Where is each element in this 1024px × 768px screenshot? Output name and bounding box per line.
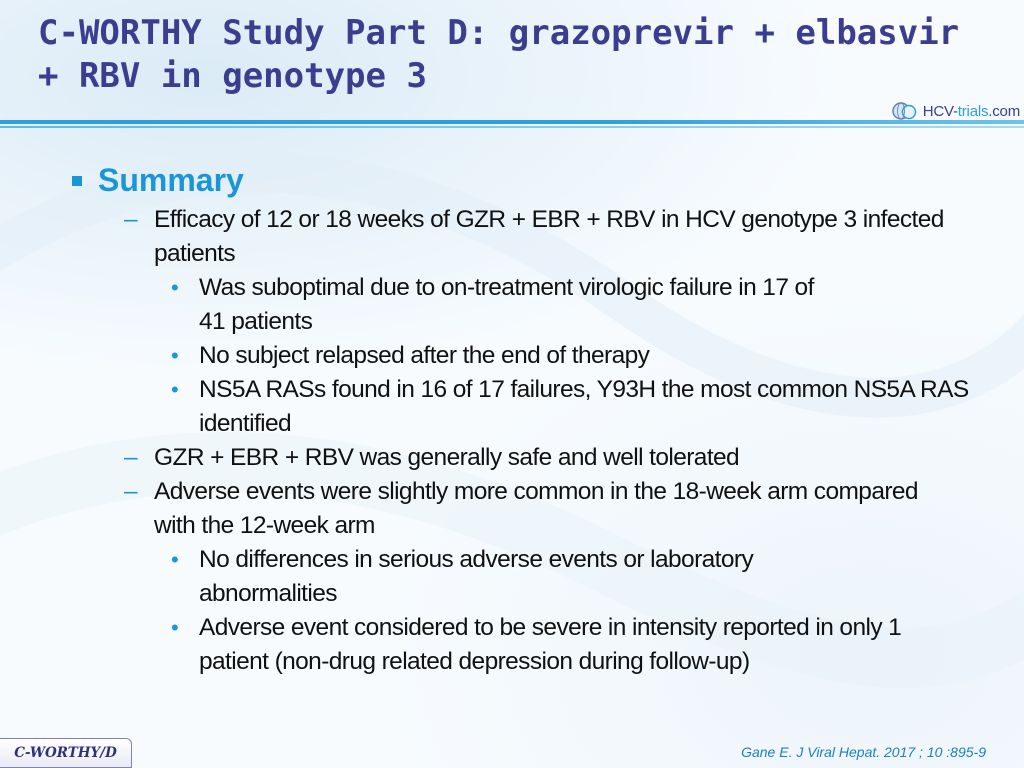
logo-text-accent: trials — [957, 102, 989, 120]
header-divider-thin — [0, 126, 1024, 128]
slide-title-line-2: + RBV in genotype 3 — [38, 56, 427, 96]
summary-item-text: Efficacy of 12 or 18 weeks of GZR + EBR + RBV in HCV genotype 3 infected patients — [154, 206, 944, 267]
dash-bullet-icon: – — [124, 478, 138, 505]
logo-text — [923, 103, 1020, 120]
header-divider — [0, 120, 1024, 124]
dot-bullet-icon: • — [171, 377, 179, 402]
slide-content — [72, 160, 1002, 679]
dot-bullet-icon: • — [171, 343, 179, 368]
summary-item-safety — [72, 441, 1002, 475]
summary-subitem-text: NS5A RASs found in 16 of 17 failures, Y93H the most common NS5A RAS identified — [199, 376, 969, 437]
hcv-trials-logo — [891, 100, 1020, 122]
summary-subitem — [72, 543, 1002, 611]
summary-item-adverse-events — [72, 475, 1002, 543]
summary-subitem — [72, 339, 1002, 373]
summary-subitem-text: No differences in serious adverse events or laboratory abnormalities — [199, 546, 754, 607]
footer-tab-label: C-WORTHY/D — [14, 745, 117, 761]
slide-title-line-1: C-WORTHY Study Part D: grazoprevir + elbasvir — [38, 13, 960, 53]
dot-bullet-icon: • — [171, 615, 179, 640]
logo-text-suffix: .com — [988, 102, 1020, 120]
dash-bullet-icon: – — [124, 206, 138, 233]
footer-study-tab — [0, 738, 132, 768]
summary-item-efficacy — [72, 203, 1002, 271]
summary-subitem-text: Was suboptimal due to on-treatment virologic failure in 17 of 41 patients — [199, 274, 814, 335]
dot-bullet-icon: • — [171, 275, 179, 300]
summary-item-text: GZR + EBR + RBV was generally safe and well tolerated — [154, 444, 740, 471]
dash-bullet-icon: – — [124, 444, 138, 471]
summary-subitem-text: Adverse event considered to be severe in intensity reported in only 1 patient (non-drug related depression during follow-up) — [199, 614, 902, 675]
summary-subitem — [72, 611, 1002, 679]
footer-citation: Gane E. J Viral Hepat. 2017 ; 10 :895-9 — [741, 744, 986, 760]
summary-heading-row — [72, 160, 1002, 200]
summary-subitem-text: No subject relapsed after the end of therapy — [199, 342, 650, 369]
logo-text-main: HCV- — [922, 102, 958, 120]
summary-item-text: Adverse events were slightly more common in the 18-week arm compared with the 12-week arm — [154, 478, 918, 539]
summary-subitem — [72, 271, 1002, 339]
slide-title — [38, 12, 978, 98]
hcv-globe-icon — [891, 100, 921, 122]
summary-heading: Summary — [98, 162, 244, 198]
dot-bullet-icon: • — [171, 547, 179, 572]
summary-subitem — [72, 373, 1002, 441]
square-bullet-icon — [72, 176, 82, 186]
